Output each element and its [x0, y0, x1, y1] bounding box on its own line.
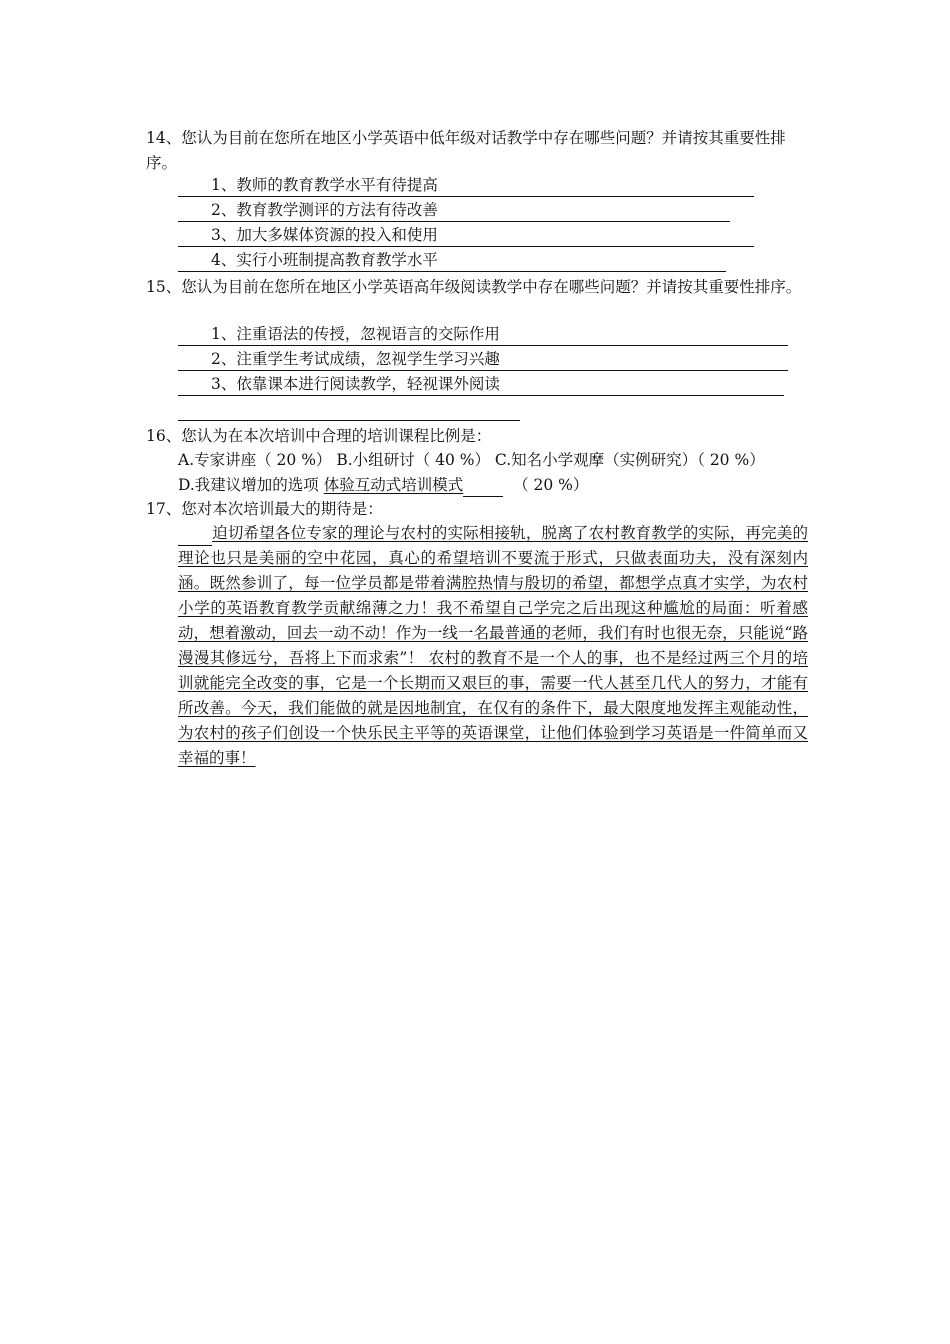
q15-answer-4	[178, 398, 520, 421]
q16-suggestion-percent: （ 20 %）	[513, 476, 589, 494]
question-14-prompt: 14、您认为目前在您所在地区小学英语中低年级对话教学中存在哪些问题？并请按其重要性排序。	[146, 129, 786, 172]
q14-answer-3-text: 3、加大多媒体资源的投入和使用	[211, 226, 438, 244]
q16-suggestion-line	[178, 473, 588, 497]
q16-suggestion-value: 体验互动式培训模式	[323, 476, 464, 494]
q16-suggestion-prefix: D.我建议增加的选项	[178, 476, 324, 494]
question-15-prompt: 15、您认为目前在您所在地区小学英语高年级阅读教学中存在哪些问题？并请按其重要性排序。	[146, 278, 802, 296]
q14-answer-2-text: 2、教育教学测评的方法有待改善	[211, 201, 438, 219]
q17-indent	[178, 527, 212, 546]
q14-answer-4-text: 4、实行小班制提高教育教学水平	[211, 251, 438, 269]
q15-answer-1-text: 1、注重语法的传授，忽视语言的交际作用	[211, 325, 500, 343]
q14-answer-3	[178, 224, 754, 247]
q14-answer-1	[178, 174, 754, 197]
question-16-prompt: 16、您认为在本次培训中合理的培训课程比例是：	[146, 427, 492, 445]
q16-suggestion-blank	[463, 478, 503, 497]
q15-answer-3-text: 3、依靠课本进行阅读教学，轻视课外阅读	[211, 375, 500, 393]
q15-answer-2	[178, 348, 788, 371]
q15-answer-4-text	[178, 400, 211, 418]
q14-answer-1-text: 1、教师的教育教学水平有待提高	[211, 176, 438, 194]
question-17-prompt: 17、您对本次培训最大的期待是：	[146, 500, 383, 518]
q17-answer-essay	[178, 521, 808, 771]
q14-answer-2	[178, 199, 730, 222]
q14-answer-4	[178, 249, 726, 272]
q16-options-line: A.专家讲座（ 20 %） B.小组研讨（ 40 %） C.知名小学观摩（实例研究）（ 20 %）	[178, 451, 765, 469]
q17-answer-text: 迫切希望各位专家的理论与农村的实际相接轨，脱离了农村教育教学的实际，再完美的理论也只是美丽的空中花园，真心的希望培训不要流于形式，只做表面功夫，没有深刻内涵。既然参训了，每一位学员都是带着满腔热情与殷切的希望，都想学点真才实学，为农村小学的英语教育教学贡献绵薄之力！我不希望自己学完之后出现这种尴尬的局面：听着感动，想着激动，回去一动不动！作为一线一名最普通的老师，我们有时也很无奈，只能说“路漫漫其修远兮，吾将上下而求索”！ 农村的教育不是一个人的事，也不是经过两三个月的培训就能完全改变的事，它是一个长期而又艰巨的事，需要一代人甚至几代人的努力，才能有所改善。今天，我们能做的就是因地制宜，在仅有的条件下，最大限度地发挥主观能动性，为农村的孩子们创设一个快乐民主平等的英语课堂，让他们体验到学习英语是一件简单而又幸福的事！	[178, 524, 808, 767]
q15-answer-1	[178, 323, 788, 346]
q15-answer-2-text: 2、注重学生考试成绩，忽视学生学习兴趣	[211, 350, 500, 368]
q15-answer-3	[178, 373, 784, 396]
